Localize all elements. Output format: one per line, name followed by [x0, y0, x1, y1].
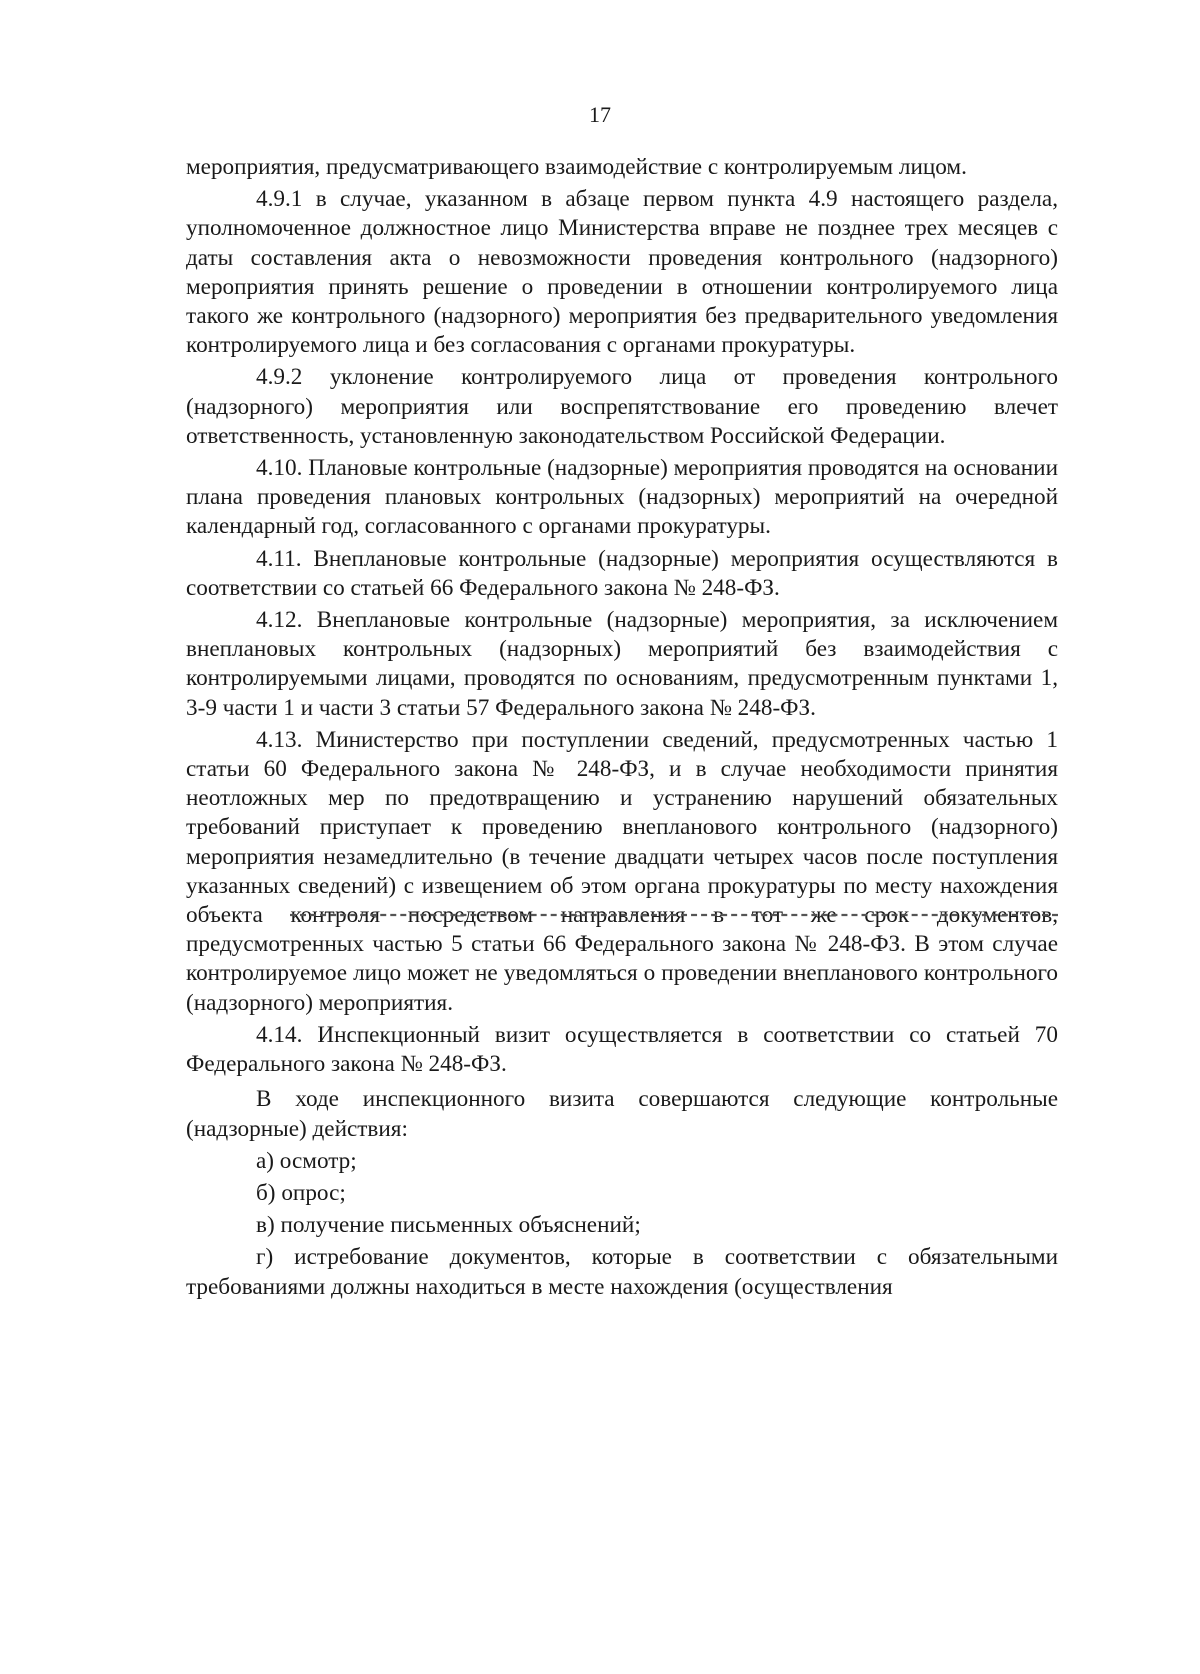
paragraph-4-9-1: 4.9.1 в случае, указанном в абзаце первом пункта 4.9 настоящего раздела, уполномоченное должностное лицо Министерства вправе не позднее трех месяцев с даты составления акта о невозможности проведения контрольного (надзорного) мероприятия принять решение о проведении в отношении контролируемого лица такого же контрольного (надзорного) мероприятия без предварительного уведомления контролируемого лица и без согласования с органами прокуратуры. — [186, 186, 1058, 359]
list-item-b: б) опрос; — [256, 1179, 346, 1206]
paragraph-4-10: 4.10. Плановые контрольные (надзорные) мероприятия проводятся на основании плана проведения плановых контрольных (надзорных) мероприятий на очередной календарный год, согласованного с органами прокуратуры. — [186, 455, 1058, 540]
list-item-a: а) осмотр; — [256, 1147, 357, 1174]
paragraph-inspection-actions: В ходе инспекционного визита совершаются следующие контрольные (надзорные) действия: — [186, 1086, 1058, 1142]
paragraph-4-14: 4.14. Инспекционный визит осуществляется в соответствии со статьей 70 Федерального закона № 248-ФЗ. — [186, 1021, 1058, 1078]
paragraph-4-11: 4.11. Внеплановые контрольные (надзорные) мероприятия осуществляются в соответствии со статьей 66 Федерального закона № 248-ФЗ. — [186, 545, 1058, 601]
paragraph-4-13-text-end: предусмотренных частью 5 статьи 66 Федерального закона № 248-ФЗ. В этом случае контролируемое лицо может не уведомляться о проведении внепланового контрольного (надзорного) мероприятия. — [186, 931, 1058, 1016]
paragraph-4-9-2: 4.9.2 уклонение контролируемого лица от проведения контрольного (надзорного) мероприятия или воспрепятствование его проведению влечет ответственность, установленную законодательством Российской Федерации. — [186, 364, 1058, 449]
paragraph-continuation: мероприятия, предусматривающего взаимодействие с контролируемым лицом. — [186, 154, 967, 180]
list-item-v: в) получение письменных объяснений; — [256, 1212, 641, 1239]
paragraph-4-13 — [186, 726, 1058, 1018]
paragraph-4-13-text: 4.13. Министерство при поступлении сведений, предусмотренных частью 1 статьи 60 Федерального закона № 248-ФЗ, и в случае необходимости принятия неотложных мер по предотвращению и устранению нарушений обязательных требований приступает к проведению внепланового контрольного (надзорного) мероприятия незамедлительно (в течение двадцати четырех часов после поступления указанных сведений) с извещением об этом органа прокуратуры по месту нахождения объекта — [186, 726, 1058, 929]
page-number: 17 — [589, 102, 611, 127]
list-item-g: г) истребование документов, которые в соответствии с обязательными требованиями должны находиться в месте нахождения (осуществления — [186, 1244, 1058, 1300]
paragraph-4-12: 4.12. Внеплановые контрольные (надзорные) мероприятия, за исключением внеплановых контрольных (надзорных) мероприятий без взаимодействия с контролируемыми лицами, проводятся по основаниям, предусмотренным пунктами 1, 3-9 части 1 и части 3 статьи 57 Федерального закона № 248-ФЗ. — [186, 607, 1058, 721]
struck-through-text: контроля посредством направления в тот же срок документов, — [290, 902, 1059, 929]
document-body — [186, 153, 1058, 1305]
